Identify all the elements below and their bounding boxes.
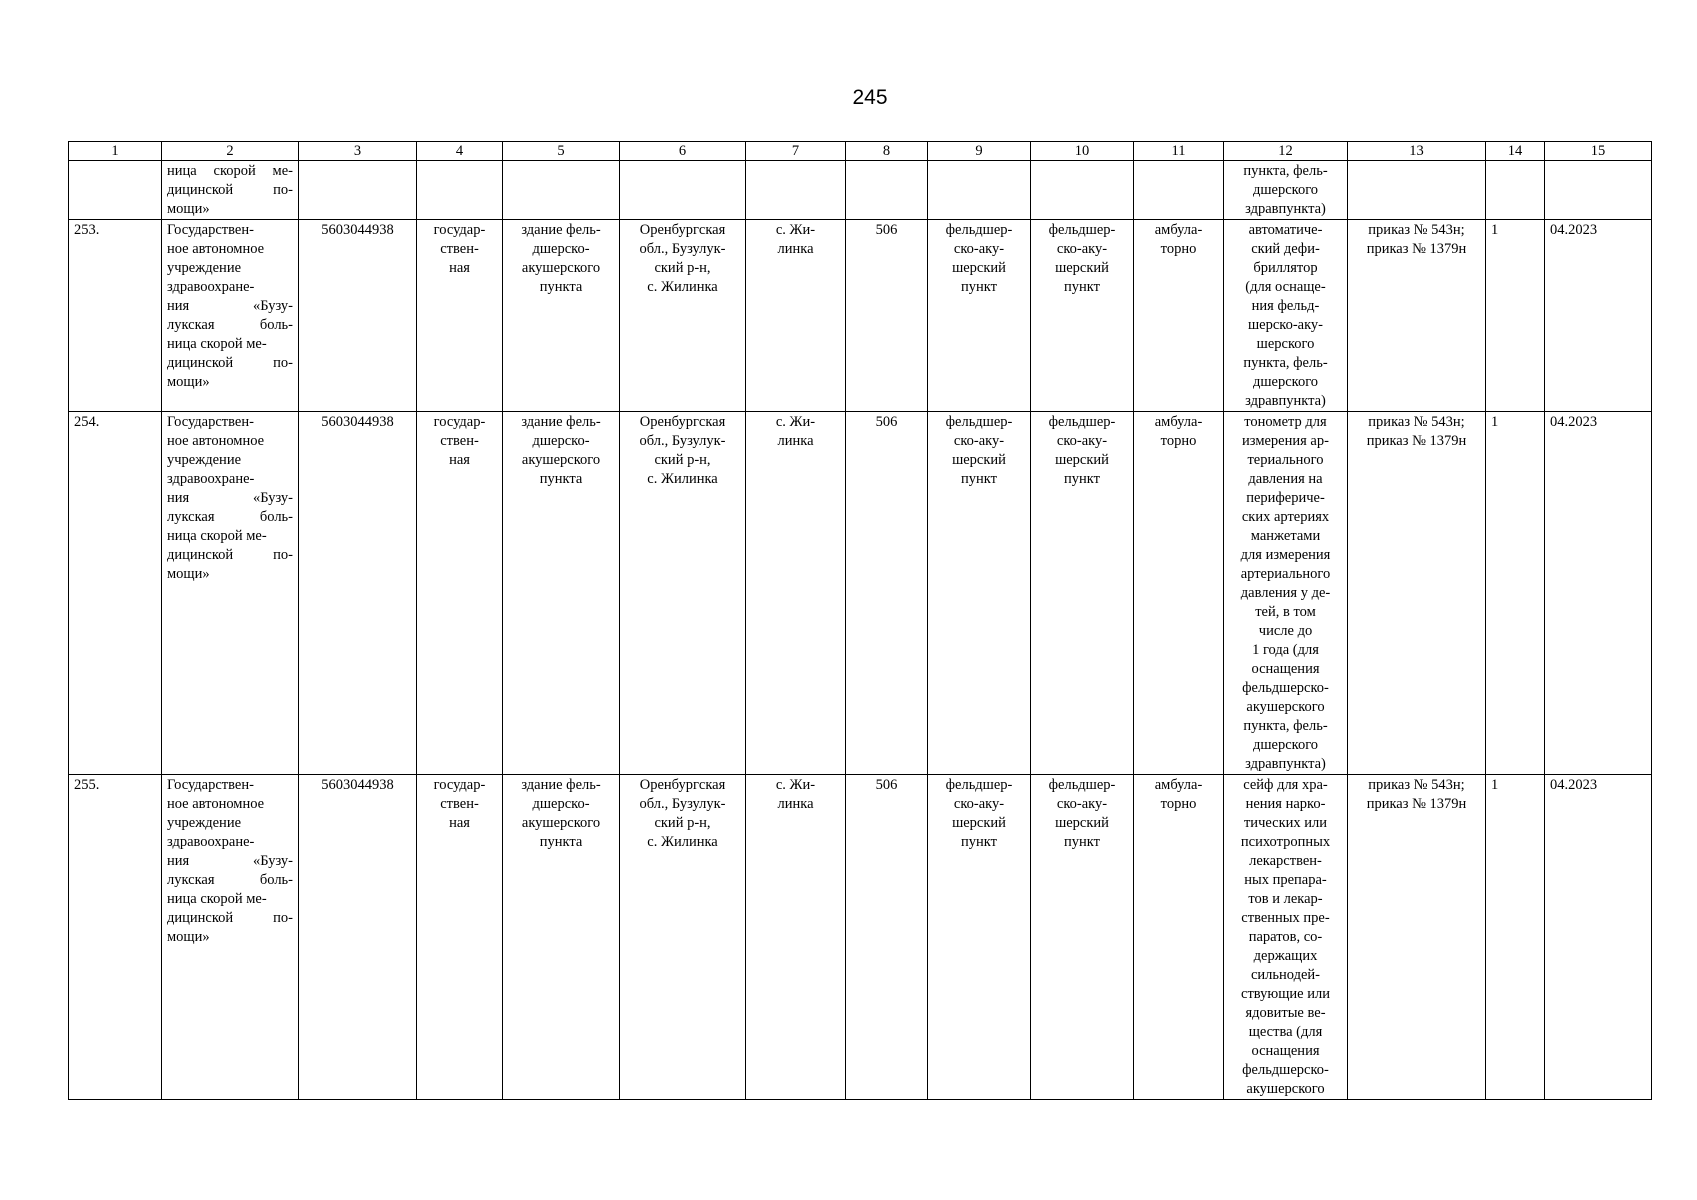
cell-line: шерский [952,815,1006,831]
table-row [69,220,1652,412]
cell-equipment [1224,775,1348,1100]
cell-line: ядовитые ве- [1245,1005,1326,1021]
cell-inn: 5603044938 [299,775,417,1100]
cell-line: 1 года (для [1252,642,1319,658]
cell-line: с. Жи- [775,414,816,430]
cell-line: нения нарко- [1245,796,1326,812]
cell-line: здание фель- [521,777,601,793]
column-number: 13 [1348,142,1486,161]
cell-line: дшерского [1252,737,1319,753]
cell-line: ский р-н, [654,815,711,831]
cell-line: торно [1160,796,1197,812]
cell-building [503,412,620,775]
cell-line: шерского [1256,336,1315,352]
cell-mode [1134,775,1224,1100]
cell-date: 04.2023 [1545,220,1652,412]
cell-line: здравпункта) [1245,393,1326,409]
cell-line: оснащения [1251,661,1320,677]
cell-line: фельдшер- [1048,414,1116,430]
cell-type1 [928,412,1031,775]
cell-ownership [417,220,503,412]
cell-empty [417,161,503,220]
cell-line: приказ № 1379н [1366,241,1467,257]
cell-line: ствующие или [1241,986,1330,1002]
cell-num: 255. [69,775,162,1100]
table-row [69,775,1652,1100]
column-number: 2 [162,142,299,161]
cell-locality [746,775,846,1100]
cell-line: фельдшерско- [1242,680,1329,696]
cell-line: шерский [1055,452,1109,468]
cell-empty [1134,161,1224,220]
cell-date: 04.2023 [1545,412,1652,775]
cell-line: амбула- [1154,777,1203,793]
cell-line: психотропных [1240,834,1331,850]
cell-line: здравпункта) [1245,201,1326,217]
cell-line: здание фель- [521,414,601,430]
cell-code: 506 [846,775,928,1100]
cell-num: 253. [69,220,162,412]
cell-line: ственных пре- [1241,910,1330,926]
cell-line: Оренбургская [639,414,726,430]
cell-line: шерский [1055,815,1109,831]
cell-equipment [1224,412,1348,775]
cell-line: автоматиче- [1248,222,1323,238]
cell-line: торно [1160,433,1197,449]
cell-line: ско-аку- [953,433,1005,449]
cell-orders [1348,220,1486,412]
register-table [68,141,1652,1100]
cell-empty [846,161,928,220]
cell-org [162,775,299,1100]
cell-line: ствен- [440,796,479,812]
cell-line: манжетами [1250,528,1321,544]
cell-line: Государствен- [167,222,254,238]
cell-inn: 5603044938 [299,220,417,412]
cell-line: акушерского [1246,699,1325,715]
cell-line: ско-аку- [1056,241,1108,257]
cell-line: дшерско- [532,433,590,449]
cell-line: бриллятор [1253,260,1318,276]
cell-line: шерско-аку- [1247,317,1324,333]
cell-empty [503,161,620,220]
cell-locality [746,412,846,775]
column-number: 10 [1031,142,1134,161]
cell-line: пункта, фель- [1243,718,1328,734]
cell-line: ная [449,452,470,468]
cell-type2 [1031,220,1134,412]
cell-line: ния фельд- [1251,298,1320,314]
cell-org [162,220,299,412]
cell-line: пункт [961,279,997,295]
cell-line: лекарствен- [1249,853,1322,869]
cell-line: приказ № 543н; [1368,414,1465,430]
cell-code: 506 [846,220,928,412]
column-number: 12 [1224,142,1348,161]
cell-line: дшерско- [532,796,590,812]
cell-line: учреждение [167,452,242,468]
cell-line: ствен- [440,241,479,257]
cell-line: ница скорой ме- [167,891,267,907]
cell-line: амбула- [1154,414,1203,430]
cell-line: числе до [1258,623,1313,639]
cell-line: ский дефи- [1251,241,1320,257]
cell-line: ница скорой ме- [167,336,267,352]
column-number: 7 [746,142,846,161]
column-number: 3 [299,142,417,161]
column-number-row [69,142,1652,161]
cell-line: для измерения [1240,547,1331,563]
cell-line: Оренбургская [639,777,726,793]
cell-qty: 1 [1486,220,1545,412]
cell-line: дшерского [1252,374,1319,390]
column-number: 1 [69,142,162,161]
cell-line: с. Жи- [775,222,816,238]
cell-line: дшерско- [532,241,590,257]
cell-line: ния «Бузу- [167,298,293,314]
cell-line: с. Жилинка [647,471,718,487]
cell-line: линка [777,433,814,449]
cell-line: дшерского [1252,182,1319,198]
cell-line: (для оснаще- [1245,279,1326,295]
cell-line: сильнодей- [1250,967,1321,983]
cell-line: давления на [1248,471,1323,487]
cell-line: пункта, фель- [1243,355,1328,371]
cell-line: ский р-н, [654,260,711,276]
cell-line: пункта [539,279,583,295]
cell-line: паратов, со- [1248,929,1323,945]
cell-num: 254. [69,412,162,775]
cell-line: акушерского [521,815,601,831]
cell-line: дицинской по- [167,547,293,563]
cell-line: перифериче- [1246,490,1325,506]
cell-line: шерский [1055,260,1109,276]
cell-line: фельдшер- [945,414,1013,430]
cell-line: ное автономное [167,433,265,449]
column-number: 8 [846,142,928,161]
cell-line: ное автономное [167,796,265,812]
cell-qty: 1 [1486,412,1545,775]
cell-building [503,220,620,412]
cell-line: пункт [961,471,997,487]
cell-line: ский р-н, [654,452,711,468]
cell-line: ско-аку- [1056,433,1108,449]
cell-line: ное автономное [167,241,265,257]
column-number: 15 [1545,142,1652,161]
cell-line: дицинской по- [167,182,293,198]
cell-line: ско-аку- [953,241,1005,257]
column-number: 6 [620,142,746,161]
cell-line: акушерского [1246,1081,1325,1097]
cell-line: тей, в том [1255,604,1316,620]
cell-line: Государствен- [167,777,254,793]
cell-line: ница скорой ме- [167,163,293,179]
cell-line: шерский [952,260,1006,276]
cell-line: тических или [1243,815,1328,831]
cell-line: мощи» [167,374,210,390]
cell-date: 04.2023 [1545,775,1652,1100]
cell-line: обл., Бузулук- [639,433,726,449]
cell-line: мощи» [167,929,210,945]
cell-line: ния «Бузу- [167,490,293,506]
cell-line: учреждение [167,260,242,276]
cell-line: давления у де- [1240,585,1331,601]
cell-line: Оренбургская [639,222,726,238]
cell-inn: 5603044938 [299,412,417,775]
column-number: 14 [1486,142,1545,161]
cell-line: здравоохране- [167,471,255,487]
cell-line: здравоохране- [167,279,255,295]
column-number: 4 [417,142,503,161]
cell-line: фельдшер- [945,222,1013,238]
cell-line: пункт [1064,834,1100,850]
cell-building [503,775,620,1100]
cell-equipment-continued [1224,161,1348,220]
cell-line: пункта, фель- [1243,163,1328,179]
cell-empty [928,161,1031,220]
cell-type1 [928,220,1031,412]
cell-line: шерский [952,452,1006,468]
cell-line: акушерского [521,452,601,468]
cell-line: териального [1247,452,1324,468]
cell-line: ница скорой ме- [167,528,267,544]
cell-line: ных препара- [1244,872,1327,888]
cell-line: лукская боль- [167,872,293,888]
cell-empty [1486,161,1545,220]
cell-line: приказ № 1379н [1366,433,1467,449]
cell-line: государ- [433,414,486,430]
cell-line: пункта [539,471,583,487]
cell-line: государ- [433,222,486,238]
column-number: 11 [1134,142,1224,161]
cell-line: линка [777,241,814,257]
cell-ownership [417,412,503,775]
cell-line: артериального [1240,566,1331,582]
cell-line: щества (для [1248,1024,1323,1040]
cell-line: обл., Бузулук- [639,796,726,812]
cell-line: акушерского [521,260,601,276]
cell-mode [1134,220,1224,412]
cell-line: фельдшер- [1048,777,1116,793]
cell-line: здание фель- [521,222,601,238]
cell-qty: 1 [1486,775,1545,1100]
cell-empty [620,161,746,220]
cell-empty [1348,161,1486,220]
cell-line: пункт [1064,471,1100,487]
cell-address [620,220,746,412]
cell-line: оснащения [1251,1043,1320,1059]
cell-line: фельдшер- [945,777,1013,793]
cell-line: приказ № 1379н [1366,796,1467,812]
cell-line: ния «Бузу- [167,853,293,869]
cell-line: мощи» [167,201,210,217]
cell-line: ско-аку- [1056,796,1108,812]
cell-empty [746,161,846,220]
cell-empty [299,161,417,220]
cell-line: лукская боль- [167,317,293,333]
cell-ownership [417,775,503,1100]
cell-line: тонометр для [1244,414,1327,430]
cell-org-continued [162,161,299,220]
cell-line: фельдшерско- [1242,1062,1329,1078]
cell-type2 [1031,775,1134,1100]
cell-line: сейф для хра- [1243,777,1328,793]
cell-line: обл., Бузулук- [639,241,726,257]
cell-code: 506 [846,412,928,775]
cell-type2 [1031,412,1134,775]
cell-line: пункта [539,834,583,850]
cell-line: линка [777,796,814,812]
cell-line: с. Жи- [775,777,816,793]
cell-line: ная [449,260,470,276]
column-number: 5 [503,142,620,161]
cell-line: учреждение [167,815,242,831]
cell-line: с. Жилинка [647,279,718,295]
cell-line: лукская боль- [167,509,293,525]
table-row [69,412,1652,775]
cell-line: ских артериях [1241,509,1330,525]
cell-line: здравоохране- [167,834,255,850]
cell-mode [1134,412,1224,775]
cell-line: государ- [433,777,486,793]
cell-line: дицинской по- [167,355,293,371]
cell-line: ствен- [440,433,479,449]
cell-line: дицинской по- [167,910,293,926]
cell-empty [1031,161,1134,220]
cell-line: фельдшер- [1048,222,1116,238]
cell-line: измерения ар- [1242,433,1329,449]
cell-line: тов и лекар- [1248,891,1323,907]
cell-line: амбула- [1154,222,1203,238]
cell-line: мощи» [167,566,210,582]
page-number: 245 [852,86,888,109]
cell-equipment [1224,220,1348,412]
cell-line: приказ № 543н; [1368,777,1465,793]
cell-line: с. Жилинка [647,834,718,850]
cell-line: ско-аку- [953,796,1005,812]
cell-num [69,161,162,220]
cell-line: торно [1160,241,1197,257]
cell-empty [1545,161,1652,220]
continuation-row [69,161,1652,220]
cell-address [620,412,746,775]
cell-line: пункт [961,834,997,850]
cell-line: Государствен- [167,414,254,430]
cell-line: пункт [1064,279,1100,295]
cell-type1 [928,775,1031,1100]
cell-org [162,412,299,775]
cell-line: здравпункта) [1245,756,1326,772]
cell-locality [746,220,846,412]
cell-line: держащих [1253,948,1318,964]
column-number: 9 [928,142,1031,161]
cell-orders [1348,412,1486,775]
cell-line: ная [449,815,470,831]
cell-line: приказ № 543н; [1368,222,1465,238]
cell-orders [1348,775,1486,1100]
cell-address [620,775,746,1100]
